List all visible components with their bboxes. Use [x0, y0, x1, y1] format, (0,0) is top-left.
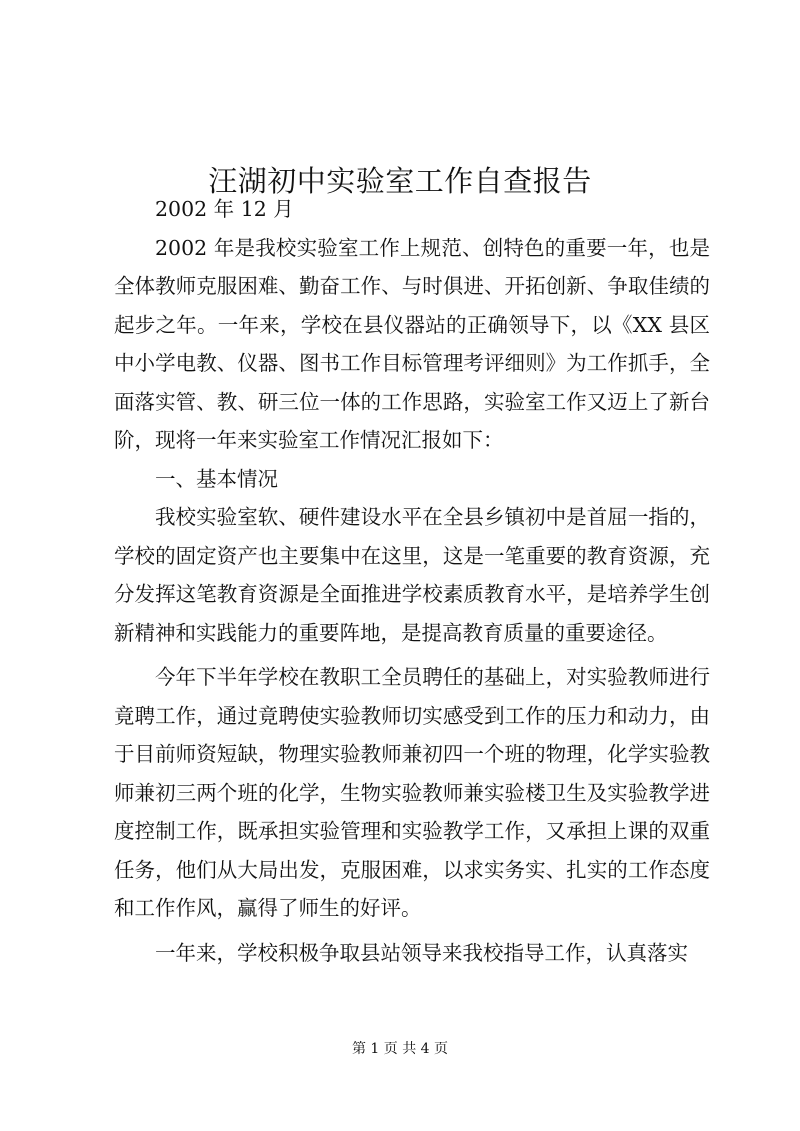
- paragraph-teacher-appointment: 今年下半年学校在教职工全员聘任的基础上，对实验教师进行竟聘工作，通过竟聘使实验教师切实感受到工作的压力和动力，由于目前师资短缺，物理实验教师兼初四一个班的物理，化学实验教师兼初三两个班的化学，生物实验教师兼实验楼卫生及实验教学进度控制工作，既承担实验管理和实验教学工作，又承担上课的双重任务，他们从大局出发，克服困难，以求实务实、扎实的工作态度和工作作风，赢得了师生的好评。: [114, 665, 710, 920]
- paragraph-intro: 2002 年是我校实验室工作上规范、创特色的重要一年，也是全体教师克服困难、勤奋工作、与时俱进、开拓创新、争取佳绩的起步之年。一年来，学校在县仪器站的正确领导下，以《XX 县区中小学电教、仪器、图书工作目标管理考评细则》为工作抓手，全面落实管、教、研三位一体的工作思路，实验室工作又迈上了新台阶，现将一年来实验室工作情况汇报如下：: [114, 235, 710, 452]
- document-date: 2002 年 12 月: [155, 197, 294, 221]
- document-body: [114, 190, 710, 972]
- paragraph-lab-resources: 我校实验室软、硬件建设水平在全县乡镇初中是首屈一指的，学校的固定资产也主要集中在这里，这是一笔重要的教育资源，充分发挥这笔教育资源是全面推进学校素质教育水平，是培养学生创新精神和实践能力的重要阵地，是提高教育质量的重要途径。: [114, 505, 710, 645]
- section-heading-basic-situation: 一、基本情况: [155, 466, 278, 491]
- page-footer: 第 1 页 共 4 页: [351, 1041, 449, 1057]
- paragraph-year-review: 一年来，学校积极争取县站领导来我校指导工作，认真落实: [155, 940, 688, 965]
- document-title: 汪湖初中实验室工作自查报告: [208, 164, 592, 199]
